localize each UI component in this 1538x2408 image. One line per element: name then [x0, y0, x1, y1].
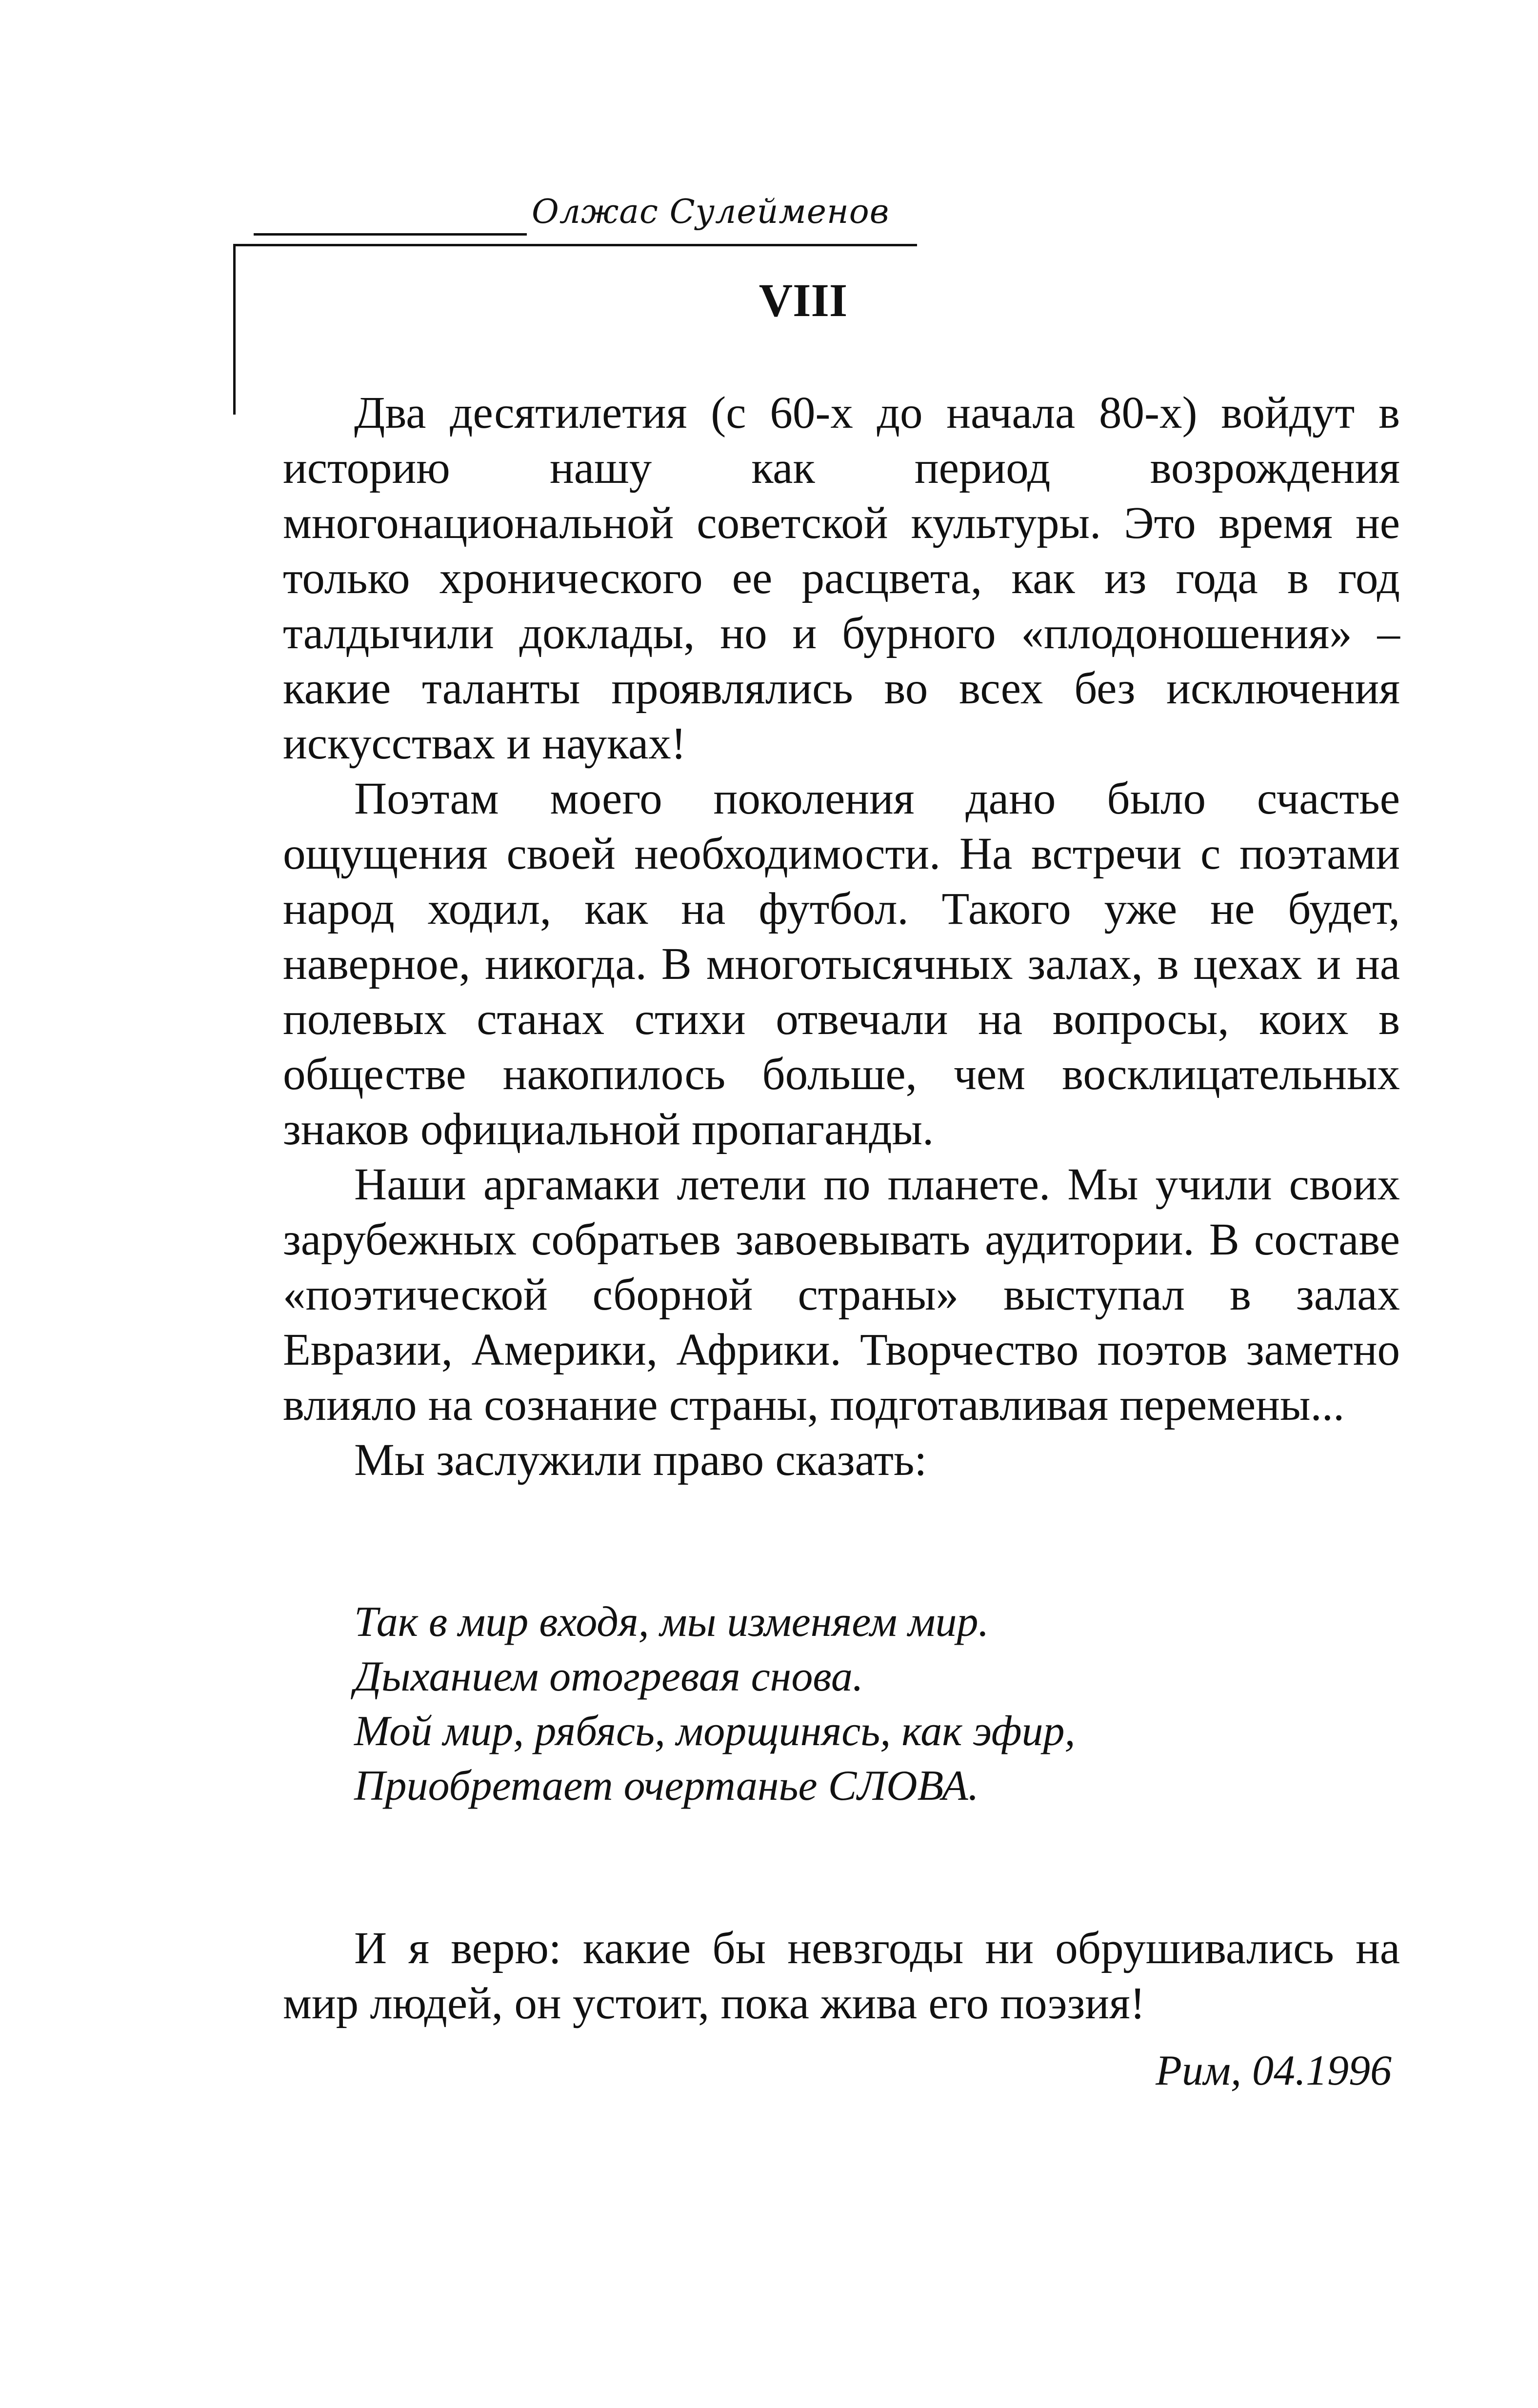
chapter-body — [283, 385, 1400, 2031]
running-header-author: Олжас Сулейменов — [532, 193, 890, 231]
paragraph-4: Мы заслужили право сказать: — [354, 1435, 927, 1485]
poem-line-4: Приобретает очертанье СЛОВА. — [354, 1762, 979, 1810]
header-rule-short — [254, 233, 527, 236]
header-rule-long — [234, 244, 917, 246]
poem-line-2: Дыханием отогревая снова. — [354, 1653, 863, 1700]
closing-paragraph: И я верю: какие бы невзгоды ни обрушивались на мир людей, он устоит, пока жива его поэзия! — [283, 1923, 1400, 2029]
header-rule-vertical — [233, 244, 236, 415]
paragraph-2: Поэтам моего поколения дано было счастье ощущения своей необходимости. На встречи с поэтами народ ходил, как на футбол. Такого уже не будет, наверное, никогда. В многотысячных залах, в цехах и на полевых станах стихи отвечали на вопросы, коих в обществе накопилось больше, чем восклицательных знаков официальной пропаганды. — [283, 774, 1400, 1154]
poem-quote — [354, 1595, 1400, 1813]
paragraph-3: Наши аргамаки летели по планете. Мы учили своих зарубежных собратьев завоевывать аудитории. В составе «поэтической сборной страны» выступал в залах Евразии, Америки, Африки. Творчество поэтов заметно влияло на сознание страны, подготавливая перемены... — [283, 1159, 1400, 1430]
poem-line-1: Так в мир входя, мы изменяем мир. — [354, 1598, 989, 1646]
chapter-number: VIII — [759, 274, 848, 326]
poem-line-3: Мой мир, рябясь, морщинясь, как эфир, — [354, 1708, 1076, 1755]
place-date-signature: Рим, 04.1996 — [1156, 2047, 1392, 2094]
paragraph-1: Два десятилетия (с 60-х до начала 80-х) войдут в историю нашу как период возрождения многонациональной советской культуры. Это время не только хронического ее расцвета, как из года в год талдычили доклады, но и бурного «плодоношения» – какие таланты проявлялись во всех без исключения искусствах и науках! — [283, 388, 1400, 769]
